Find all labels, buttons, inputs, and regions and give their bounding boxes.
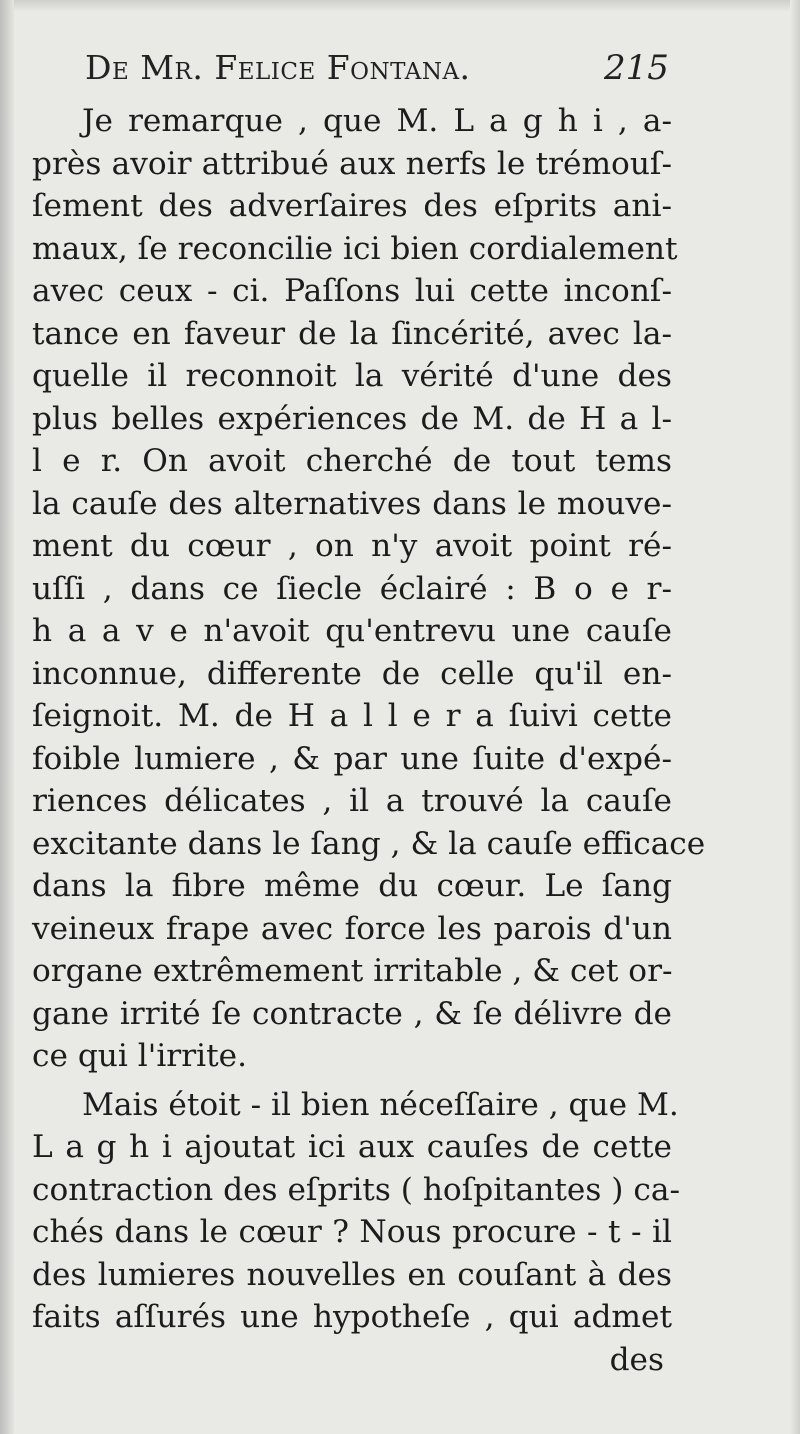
- text-line: ce qui l'irrite.: [32, 1038, 247, 1074]
- text-line: quelle il reconnoit la vérité d'une des: [32, 358, 672, 394]
- text-line: h a a v e n'avoit qu'entrevu une cauſe: [32, 613, 672, 649]
- text-line: Je remarque , que M. L a g h i , a-: [82, 103, 672, 139]
- text-line: tance en faveur de la ſincérité, avec la-: [32, 315, 672, 352]
- text-line: Mais étoit - il bien néceſſaire , que M.: [82, 1086, 679, 1123]
- text-line: contraction des eſprits ( hoſpitantes ) ca-: [32, 1171, 680, 1208]
- text-line: maux, ſe reconcilie ici bien cordialement: [32, 230, 678, 267]
- page-right-edge: [790, 0, 800, 1434]
- text-line: organe extrêmement irritable , & cet or-: [32, 953, 673, 989]
- text-line: chés dans le cœur ? Nous procure - t - il: [32, 1214, 672, 1250]
- text-line: L a g h i ajoutat ici aux cauſes de cette: [32, 1129, 672, 1165]
- text-line: ſement des adverſaires des eſprits ani-: [32, 188, 672, 224]
- page-number: 215: [604, 48, 669, 88]
- running-header: De Mr. Felice Fontana.: [85, 48, 471, 87]
- text-line: plus belles expériences de M. de H a l-: [32, 400, 672, 437]
- text-line: gane irrité ſe contracte , & ſe délivre de: [32, 995, 672, 1032]
- text-line: ſeignoit. M. de H a l l e r a ſuivi cette: [32, 698, 672, 734]
- text-line: des lumieres nouvelles en couſant à des: [32, 1256, 672, 1293]
- paragraph-1: [32, 100, 706, 1078]
- page-top-shadow: [0, 0, 800, 12]
- text-line: dans la fibre même du cœur. Le ſang: [32, 868, 672, 904]
- page-left-gutter: [0, 0, 14, 1434]
- text-line: excitante dans le ſang , & la cauſe efficace: [32, 825, 706, 862]
- text-line: la cauſe des alternatives dans le mouve-: [32, 485, 672, 522]
- text-line: inconnue, differente de celle qu'il en-: [32, 655, 672, 692]
- catchword: des: [609, 1341, 664, 1378]
- text-line: foible lumiere , & par une ſuite d'expé-: [32, 740, 672, 777]
- text-line: près avoir attribué aux nerfs le trémouſ-: [32, 145, 672, 182]
- text-line: ment du cœur , on n'y avoit point ré-: [32, 528, 672, 564]
- paragraph-2: [32, 1084, 680, 1339]
- text-line: faits aſſurés une hypotheſe , qui admet: [32, 1299, 672, 1335]
- body-text: [32, 100, 706, 1381]
- text-line: riences délicates , il a trouvé la cauſe: [32, 783, 672, 819]
- text-line: veineux frape avec force les parois d'un: [32, 910, 672, 947]
- text-line: avec ceux - ci. Paſſons lui cette inconſ-: [32, 273, 672, 309]
- text-line: uſſi , dans ce ſiecle éclairé : B o e r-: [32, 570, 672, 607]
- text-line: l e r. On avoit cherché de tout tems: [32, 443, 672, 479]
